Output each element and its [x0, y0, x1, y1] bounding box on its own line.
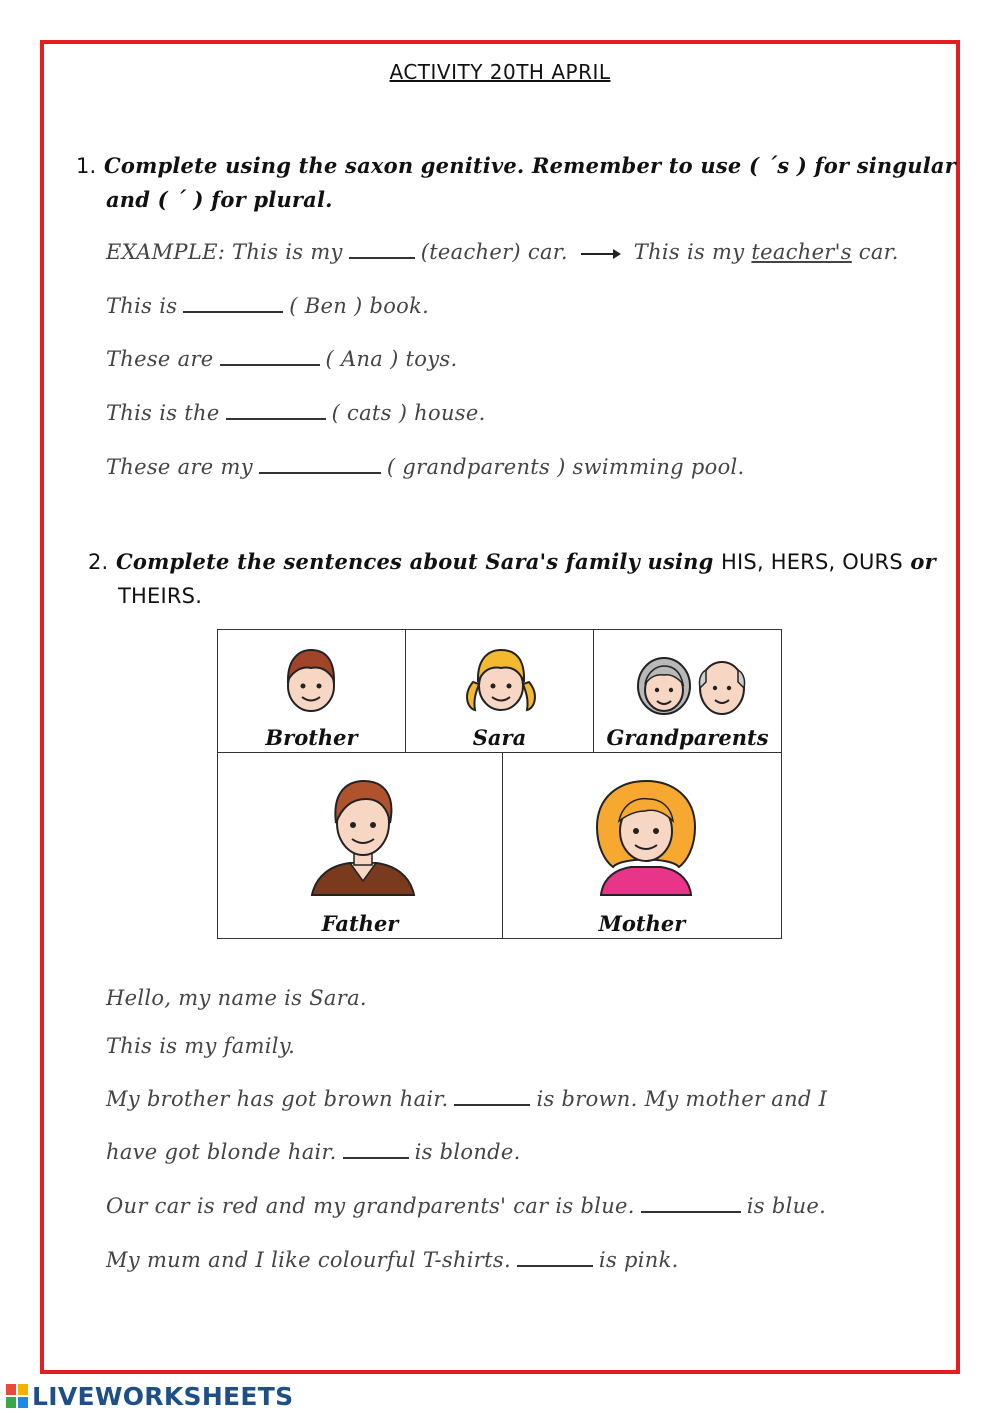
- answer-blank-4[interactable]: [259, 471, 381, 474]
- item-3-after: ( cats ) house.: [331, 401, 486, 425]
- example-prefix: EXAMPLE: This is my: [106, 240, 343, 264]
- answer-blank-2[interactable]: [220, 363, 320, 366]
- grandparents-faces-icon: [630, 648, 754, 718]
- answer-blank-3[interactable]: [226, 417, 326, 420]
- answer-blank-7[interactable]: [641, 1210, 741, 1213]
- family-label-sara: Sara: [472, 725, 527, 750]
- answer-blank-8[interactable]: [517, 1264, 593, 1267]
- example-hint: (teacher) car.: [420, 240, 568, 264]
- exercise-item-3: [106, 401, 486, 425]
- story-line-1: Hello, my name is Sara.: [106, 986, 367, 1010]
- family-cell-sara: [405, 629, 594, 753]
- exercise-item-4: [106, 455, 745, 479]
- section2-instruction-line2: [118, 583, 202, 608]
- family-cell-mother: [502, 752, 782, 939]
- answer-blank-6[interactable]: [343, 1156, 409, 1159]
- item-4-before: These are my: [106, 455, 253, 479]
- section2-instruction-text: Complete the sentences about Sara's family using: [115, 549, 714, 574]
- story-line-5-a: Our car is red and my grandparents' car is blue.: [106, 1194, 635, 1218]
- family-label-brother: Brother: [265, 725, 358, 750]
- family-label-grandparents: Grandparents: [606, 725, 769, 750]
- section1-instruction-line1: [76, 153, 956, 178]
- story-line-6: [106, 1248, 679, 1272]
- answer-blank-1[interactable]: [183, 310, 283, 313]
- father-face-icon: [308, 777, 418, 897]
- story-line-6-b: is pink.: [598, 1248, 679, 1272]
- family-label-father: Father: [321, 911, 399, 936]
- sara-face-icon: [461, 644, 541, 718]
- example-line: [106, 240, 899, 264]
- section2-or: or: [910, 549, 936, 574]
- item-1-before: This is: [106, 294, 178, 318]
- section1-instruction-text: Complete using the saxon genitive. Remember to use ( ´s ) for singular: [103, 153, 956, 178]
- story-line-3-a: My brother has got brown hair.: [106, 1087, 449, 1111]
- example-result-prefix: This is my: [633, 240, 745, 264]
- story-line-2: This is my family.: [106, 1034, 296, 1058]
- exercise-item-2: [106, 347, 457, 371]
- story-line-4-a: have got blonde hair.: [106, 1140, 337, 1164]
- mother-face-icon: [591, 777, 701, 897]
- family-cell-father: [217, 752, 503, 939]
- story-line-5: [106, 1194, 826, 1218]
- example-blank: [349, 256, 415, 259]
- item-3-before: This is the: [106, 401, 220, 425]
- section1-instruction-line2: and ( ´ ) for plural.: [106, 187, 333, 212]
- item-4-after: ( grandparents ) swimming pool.: [386, 455, 745, 479]
- family-cell-brother: [217, 629, 406, 753]
- item-2-before: These are: [106, 347, 214, 371]
- liveworksheets-logo-icon: [6, 1384, 28, 1408]
- section2-instruction-line1: [88, 549, 936, 574]
- answer-blank-5[interactable]: [454, 1103, 530, 1106]
- story-line-3: [106, 1087, 827, 1111]
- section2-pronouns-1: HIS, HERS, OURS: [721, 550, 903, 574]
- liveworksheets-logo: [6, 1382, 293, 1410]
- example-answer: teacher's: [751, 240, 852, 264]
- brother-face-icon: [278, 646, 344, 716]
- item-2-after: ( Ana ) toys.: [325, 347, 458, 371]
- arrow-right-icon: [579, 247, 623, 261]
- story-line-6-a: My mum and I like colourful T-shirts.: [106, 1248, 511, 1272]
- family-cell-grandparents: [593, 629, 782, 753]
- section2-number: 2.: [88, 550, 109, 574]
- section2-pronouns-2: THEIRS.: [118, 584, 203, 608]
- story-line-5-b: is blue.: [746, 1194, 827, 1218]
- liveworksheets-logo-text: LIVEWORKSHEETS: [32, 1381, 294, 1411]
- family-label-mother: Mother: [598, 911, 686, 936]
- example-result-suffix: car.: [858, 240, 899, 264]
- section1-number: 1.: [76, 154, 97, 178]
- page-title: ACTIVITY 20TH APRIL: [389, 60, 611, 84]
- story-line-4: [106, 1140, 521, 1164]
- story-line-3-b: is brown. My mother and I: [536, 1087, 828, 1111]
- exercise-item-1: [106, 294, 429, 318]
- item-1-after: ( Ben ) book.: [289, 294, 430, 318]
- story-line-4-b: is blonde.: [414, 1140, 521, 1164]
